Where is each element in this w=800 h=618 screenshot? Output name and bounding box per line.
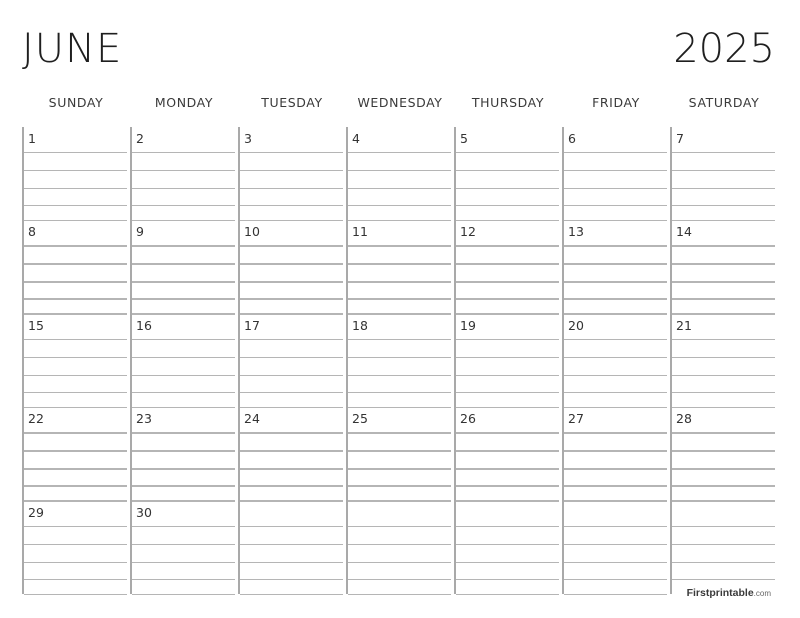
- note-line: [564, 152, 667, 153]
- note-line: [24, 281, 127, 282]
- day-cell[interactable]: [238, 314, 346, 407]
- day-number: 4: [352, 131, 360, 146]
- note-line: [24, 562, 127, 563]
- note-line: [456, 562, 559, 563]
- note-line: [672, 544, 775, 545]
- day-cell[interactable]: [130, 220, 238, 313]
- note-line: [24, 245, 127, 246]
- note-line: [672, 485, 775, 486]
- note-line: [132, 594, 235, 595]
- note-line: [456, 432, 559, 433]
- brand-name: Firstprintable: [686, 587, 754, 599]
- note-line: [132, 339, 235, 340]
- note-line: [348, 339, 451, 340]
- note-line: [132, 245, 235, 246]
- note-line: [672, 263, 775, 264]
- day-cell[interactable]: [22, 127, 130, 220]
- note-line: [348, 245, 451, 246]
- day-number: 28: [676, 411, 692, 427]
- note-line: [456, 281, 559, 282]
- day-number: 8: [28, 224, 36, 240]
- note-line: [240, 263, 343, 264]
- day-cell[interactable]: [238, 501, 346, 594]
- note-line: [240, 544, 343, 545]
- note-line: [132, 562, 235, 563]
- note-line: [132, 170, 235, 171]
- note-line: [672, 245, 775, 246]
- day-number: 2: [136, 131, 144, 146]
- note-line: [240, 245, 343, 246]
- note-line: [132, 579, 235, 580]
- note-line: [240, 450, 343, 451]
- day-cell[interactable]: [346, 220, 454, 313]
- note-line: [672, 170, 775, 171]
- day-number: 29: [28, 504, 44, 520]
- note-line: [24, 152, 127, 153]
- brand-suffix: .com: [753, 589, 771, 598]
- note-line: [132, 468, 235, 469]
- weekday-sunday: SUNDAY: [48, 95, 104, 110]
- note-line: [672, 468, 775, 469]
- weekday-thursday: THURSDAY: [471, 95, 545, 110]
- day-cell[interactable]: [454, 407, 562, 500]
- note-line: [240, 339, 343, 340]
- note-line: [672, 562, 775, 563]
- weekday-wednesday: WEDNESDAY: [357, 95, 443, 110]
- day-cell[interactable]: [670, 220, 778, 313]
- day-number: 30: [136, 504, 152, 520]
- note-line: [672, 432, 775, 433]
- note-line: [456, 544, 559, 545]
- note-line: [348, 298, 451, 299]
- day-cell[interactable]: [22, 220, 130, 313]
- day-cell[interactable]: [22, 501, 130, 594]
- day-number: 17: [244, 317, 260, 333]
- note-line: [24, 339, 127, 340]
- day-cell[interactable]: [238, 127, 346, 220]
- note-line: [240, 392, 343, 393]
- day-cell[interactable]: [670, 127, 778, 220]
- note-line: [348, 562, 451, 563]
- note-line: [240, 205, 343, 206]
- day-cell[interactable]: [130, 314, 238, 407]
- note-line: [348, 375, 451, 376]
- note-line: [132, 544, 235, 545]
- note-line: [348, 188, 451, 189]
- note-line: [672, 357, 775, 358]
- note-line: [348, 281, 451, 282]
- day-cell[interactable]: [238, 220, 346, 313]
- note-line: [672, 526, 775, 527]
- day-number: 21: [676, 317, 692, 333]
- note-line: [132, 357, 235, 358]
- day-cell[interactable]: [454, 314, 562, 407]
- note-line: [564, 357, 667, 358]
- note-line: [564, 245, 667, 246]
- note-line: [132, 188, 235, 189]
- note-line: [24, 450, 127, 451]
- note-line: [348, 263, 451, 264]
- day-number: 7: [676, 131, 684, 146]
- note-line: [456, 245, 559, 246]
- note-line: [240, 562, 343, 563]
- note-line: [564, 375, 667, 376]
- note-line: [240, 357, 343, 358]
- note-line: [456, 594, 559, 595]
- note-line: [132, 281, 235, 282]
- note-line: [672, 298, 775, 299]
- note-line: [456, 263, 559, 264]
- day-number: 18: [352, 317, 368, 333]
- note-line: [456, 485, 559, 486]
- day-cell[interactable]: [130, 501, 238, 594]
- note-line: [24, 392, 127, 393]
- note-line: [456, 205, 559, 206]
- note-line: [240, 170, 343, 171]
- note-line: [24, 357, 127, 358]
- brand-logo: [687, 587, 771, 599]
- note-line: [456, 392, 559, 393]
- note-line: [564, 544, 667, 545]
- note-line: [564, 432, 667, 433]
- note-line: [564, 339, 667, 340]
- day-number: 25: [352, 411, 368, 427]
- note-line: [564, 188, 667, 189]
- note-line: [456, 339, 559, 340]
- note-line: [132, 205, 235, 206]
- weekday-friday: FRIDAY: [592, 95, 640, 110]
- note-line: [240, 432, 343, 433]
- note-line: [564, 281, 667, 282]
- day-number: 11: [352, 224, 368, 240]
- note-line: [672, 205, 775, 206]
- note-line: [24, 594, 127, 595]
- note-line: [348, 468, 451, 469]
- note-line: [456, 152, 559, 153]
- note-line: [24, 375, 127, 376]
- day-number: 12: [460, 224, 476, 240]
- note-line: [672, 450, 775, 451]
- note-line: [240, 188, 343, 189]
- day-cell[interactable]: [238, 407, 346, 500]
- note-line: [240, 594, 343, 595]
- note-line: [348, 357, 451, 358]
- day-number: 19: [460, 317, 476, 333]
- note-line: [348, 152, 451, 153]
- note-line: [456, 357, 559, 358]
- day-cell[interactable]: [22, 314, 130, 407]
- day-number: 14: [676, 224, 692, 240]
- note-line: [348, 594, 451, 595]
- note-line: [240, 579, 343, 580]
- weekday-monday: MONDAY: [154, 95, 214, 110]
- note-line: [240, 468, 343, 469]
- note-line: [240, 298, 343, 299]
- note-line: [348, 526, 451, 527]
- note-line: [348, 544, 451, 545]
- note-line: [348, 170, 451, 171]
- note-line: [132, 263, 235, 264]
- day-cell[interactable]: [346, 501, 454, 594]
- day-cell[interactable]: [562, 501, 670, 594]
- note-line: [240, 526, 343, 527]
- note-line: [132, 485, 235, 486]
- note-line: [24, 298, 127, 299]
- note-line: [672, 281, 775, 282]
- note-line: [456, 526, 559, 527]
- note-line: [24, 188, 127, 189]
- note-line: [240, 152, 343, 153]
- note-line: [24, 170, 127, 171]
- day-number: 27: [568, 411, 584, 427]
- note-line: [348, 579, 451, 580]
- day-number: 16: [136, 317, 152, 333]
- note-line: [24, 526, 127, 527]
- day-cell[interactable]: [454, 127, 562, 220]
- note-line: [564, 263, 667, 264]
- weekday-tuesday: TUESDAY: [261, 95, 323, 110]
- day-number: 1: [28, 131, 36, 146]
- day-cell[interactable]: [562, 407, 670, 500]
- note-line: [348, 450, 451, 451]
- day-cell[interactable]: [454, 220, 562, 313]
- note-line: [456, 375, 559, 376]
- note-line: [348, 485, 451, 486]
- day-number: 6: [568, 131, 576, 146]
- note-line: [456, 170, 559, 171]
- note-line: [24, 579, 127, 580]
- note-line: [564, 170, 667, 171]
- note-line: [132, 375, 235, 376]
- note-line: [672, 392, 775, 393]
- note-line: [240, 281, 343, 282]
- note-line: [24, 263, 127, 264]
- note-line: [132, 152, 235, 153]
- day-cell[interactable]: [130, 407, 238, 500]
- day-cell[interactable]: [22, 407, 130, 500]
- note-line: [456, 188, 559, 189]
- note-line: [348, 432, 451, 433]
- note-line: [564, 450, 667, 451]
- day-cell[interactable]: [346, 314, 454, 407]
- day-number: 26: [460, 411, 476, 427]
- weekday-saturday: SATURDAY: [688, 95, 760, 110]
- note-line: [24, 205, 127, 206]
- note-line: [564, 562, 667, 563]
- note-line: [672, 579, 775, 580]
- note-line: [672, 188, 775, 189]
- note-line: [672, 375, 775, 376]
- day-cell[interactable]: [670, 314, 778, 407]
- day-cell[interactable]: [346, 407, 454, 500]
- note-line: [132, 392, 235, 393]
- note-line: [456, 579, 559, 580]
- note-line: [132, 450, 235, 451]
- note-line: [348, 392, 451, 393]
- note-line: [564, 526, 667, 527]
- weekday-header-row: [22, 95, 778, 113]
- calendar-grid: [22, 127, 778, 594]
- note-line: [672, 339, 775, 340]
- day-cell[interactable]: [454, 501, 562, 594]
- note-line: [24, 468, 127, 469]
- day-number: 20: [568, 317, 584, 333]
- note-line: [132, 298, 235, 299]
- note-line: [672, 152, 775, 153]
- note-line: [564, 485, 667, 486]
- note-line: [456, 298, 559, 299]
- note-line: [564, 594, 667, 595]
- note-line: [24, 544, 127, 545]
- day-number: 15: [28, 317, 44, 333]
- day-cell[interactable]: [130, 127, 238, 220]
- note-line: [564, 579, 667, 580]
- month-title: JUNE: [22, 26, 123, 72]
- note-line: [564, 205, 667, 206]
- day-cell[interactable]: [670, 501, 778, 594]
- day-number: 10: [244, 224, 260, 240]
- note-line: [564, 298, 667, 299]
- note-line: [348, 205, 451, 206]
- day-cell[interactable]: [562, 220, 670, 313]
- note-line: [24, 432, 127, 433]
- day-number: 13: [568, 224, 584, 240]
- note-line: [456, 450, 559, 451]
- day-cell[interactable]: [562, 127, 670, 220]
- day-cell[interactable]: [562, 314, 670, 407]
- note-line: [132, 432, 235, 433]
- day-cell[interactable]: [670, 407, 778, 500]
- day-cell[interactable]: [346, 127, 454, 220]
- day-number: 23: [136, 411, 152, 427]
- note-line: [240, 375, 343, 376]
- day-number: 5: [460, 131, 468, 146]
- year-title: 2025: [673, 26, 775, 72]
- note-line: [564, 468, 667, 469]
- day-number: 3: [244, 131, 252, 146]
- note-line: [456, 468, 559, 469]
- note-line: [240, 485, 343, 486]
- note-line: [132, 526, 235, 527]
- note-line: [24, 485, 127, 486]
- note-line: [564, 392, 667, 393]
- day-number: 9: [136, 224, 144, 240]
- day-number: 22: [28, 411, 44, 427]
- day-number: 24: [244, 411, 260, 427]
